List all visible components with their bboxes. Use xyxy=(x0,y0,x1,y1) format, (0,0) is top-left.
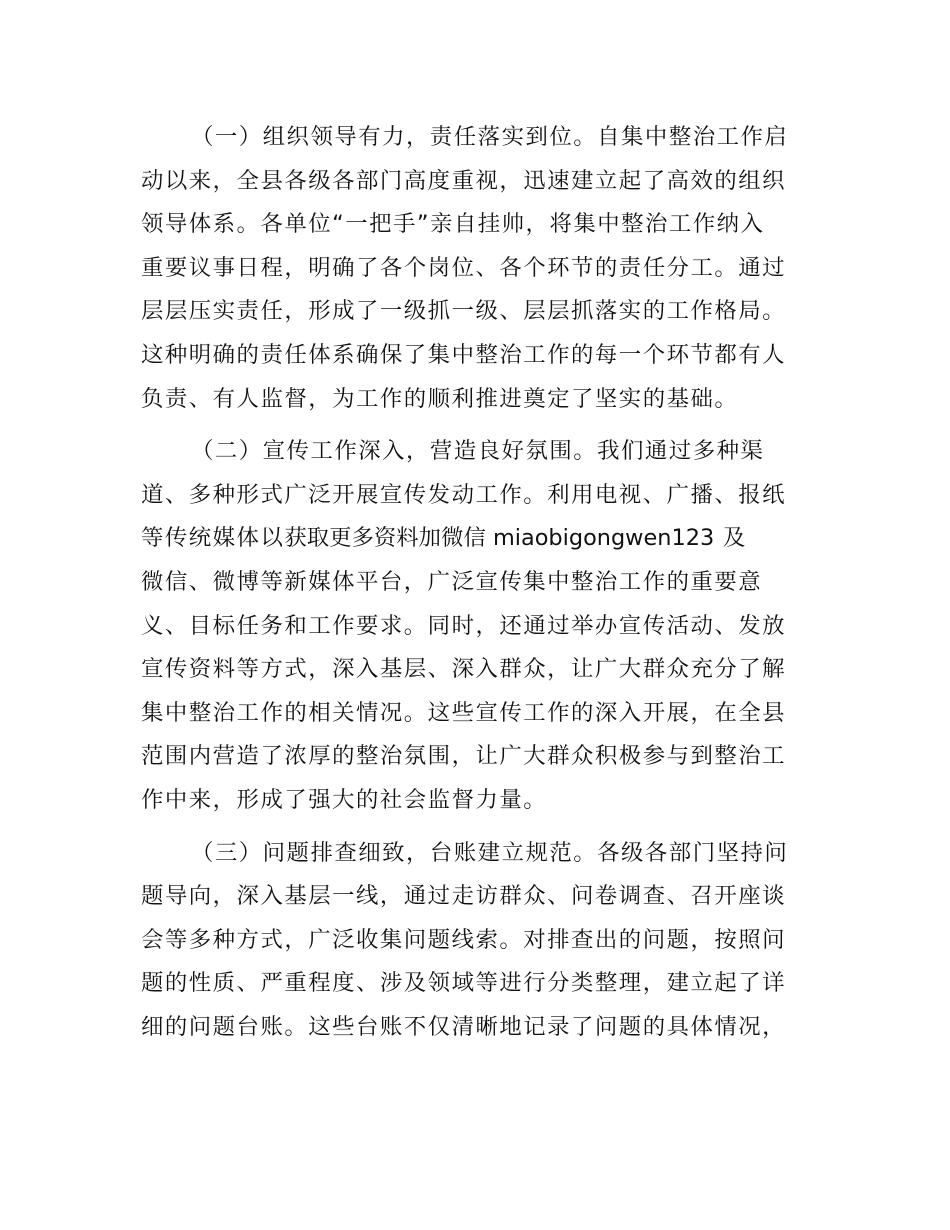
paragraph-line: 领导体系。各单位“一把手”亲自挂帅，将集中整治工作纳入 xyxy=(141,211,765,238)
paragraph-line: 层层压实责任，形成了一级抓一级、层层抓落实的工作格局。 xyxy=(141,298,787,325)
paragraph-line: 负责、有人监督，为工作的顺利推进奠定了坚实的基础。 xyxy=(141,385,739,412)
paragraph-line: （三）问题排查细致，台账建立规范。各级各部门坚持问 xyxy=(191,839,789,866)
paragraph-line: 题的性质、严重程度、涉及领域等进行分类整理，建立起了详 xyxy=(141,970,787,997)
paragraph-line: （一）组织领导有力，责任落实到位。自集中整治工作启 xyxy=(191,124,789,150)
paragraph-line: 集中整治工作的相关情况。这些宣传工作的深入开展，在全县 xyxy=(141,699,787,726)
paragraph-line: 题导向，深入基层一线，通过走访群众、问卷调查、召开座谈 xyxy=(141,883,787,910)
paragraph-line: 动以来，全县各级各部门高度重视，迅速建立起了高效的组织 xyxy=(141,167,787,194)
paragraph-line: 会等多种方式，广泛收集问题线索。对排查出的问题，按照问 xyxy=(141,926,787,953)
paragraph-line: 这种明确的责任体系确保了集中整治工作的每一个环节都有人 xyxy=(141,341,787,368)
paragraph-line: 微信、微博等新媒体平台，广泛宣传集中整治工作的重要意 xyxy=(141,568,763,595)
paragraph-line-with-watermark xyxy=(141,517,813,561)
paragraph-line: （二）宣传工作深入，营造良好氛围。我们通过多种渠 xyxy=(191,438,765,465)
line-text-after: 及 xyxy=(714,525,747,552)
paragraph-line: 重要议事日程，明确了各个岗位、各个环节的责任分工。通过 xyxy=(141,254,787,281)
document-body xyxy=(141,116,813,1058)
paragraph-line: 范围内营造了浓厚的整治氛围，让广大群众积极参与到整治工 xyxy=(141,743,787,770)
line-text-before: 等传统媒体以 xyxy=(141,525,285,552)
paragraph-1 xyxy=(141,116,813,421)
paragraph-2 xyxy=(141,430,813,822)
paragraph-line: 宣传资料等方式，深入基层、深入群众，让广大群众充分了解 xyxy=(141,656,787,683)
paragraph-line: 作中来，形成了强大的社会监督力量。 xyxy=(141,786,548,813)
paragraph-line: 义、目标任务和工作要求。同时，还通过举办宣传活动、发放 xyxy=(141,612,787,639)
paragraph-line: 道、多种形式广泛开展宣传发动工作。利用电视、广播、报纸 xyxy=(141,481,787,508)
paragraph-line: 细的问题台账。这些台账不仅清晰地记录了问题的具体情况， xyxy=(141,1013,787,1040)
paragraph-3 xyxy=(141,832,813,1050)
watermark-text: 获取更多资料加微信 miaobigongwen123 xyxy=(284,525,715,552)
